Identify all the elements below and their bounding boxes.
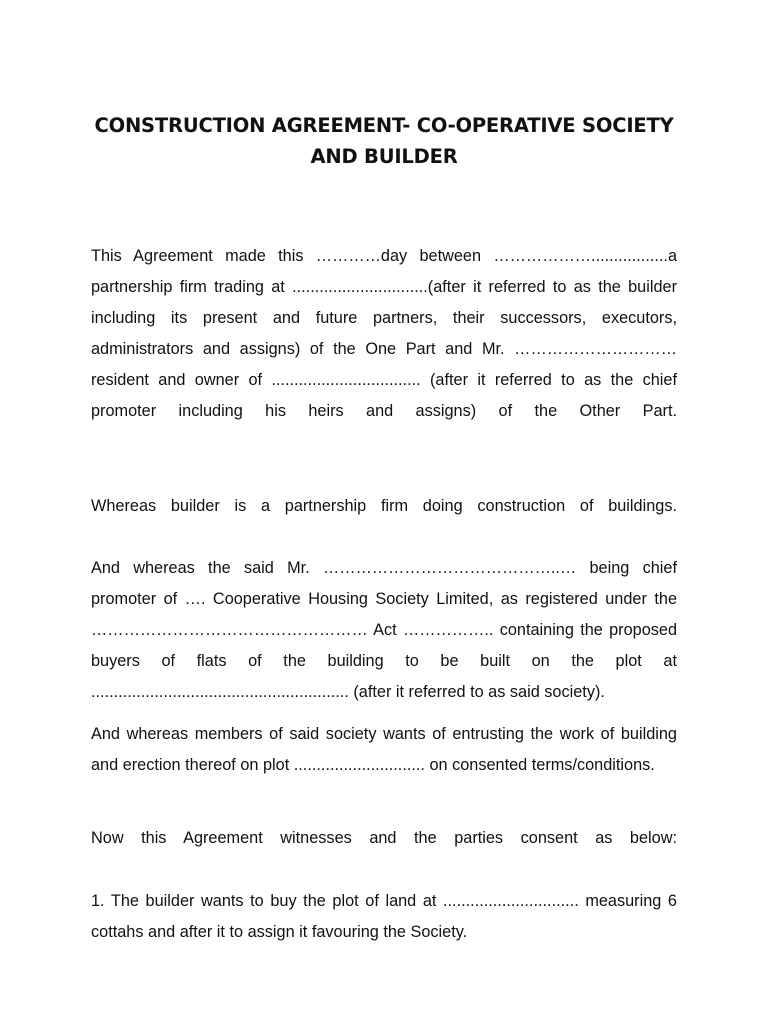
paragraph-whereas-promoter: And whereas the said Mr. ……………………………………..… being chief promoter of …. Cooperative Housing Society Limited, as registered under the …………………………………………… Act …………….. containing the proposed buyers of flats of the building to be built on the plot at ......................................................... (after it referred to as said society). [91,559,677,702]
paragraph-whereas-builder: Whereas builder is a partnership firm doing construction of buildings. [91,497,677,516]
paragraph-whereas-members: And whereas members of said society wants of entrusting the work of building and erection thereof on plot ............................. on consented terms/conditions. [91,725,677,775]
paragraph-agreement-parties: This Agreement made this …………day between ……………….................a partnership firm trading at ..............................(after it referred to as the builder including its present and future partners, their successors, executors, administrators and assigns) of the One Part and Mr. ………………………… resident and owner of ................................. (after it referred to as the chief promoter including his heirs and assigns) of the Other Part. [91,247,677,421]
clause-1: 1. The builder wants to buy the plot of land at .............................. measuring 6 cottahs and after it to assign it favouring the Society. [91,892,677,942]
document-title: CONSTRUCTION AGREEMENT- CO-OPERATIVE SOCIETY AND BUILDER [94,114,674,168]
paragraph-witnesses: Now this Agreement witnesses and the parties consent as below: [91,829,677,848]
